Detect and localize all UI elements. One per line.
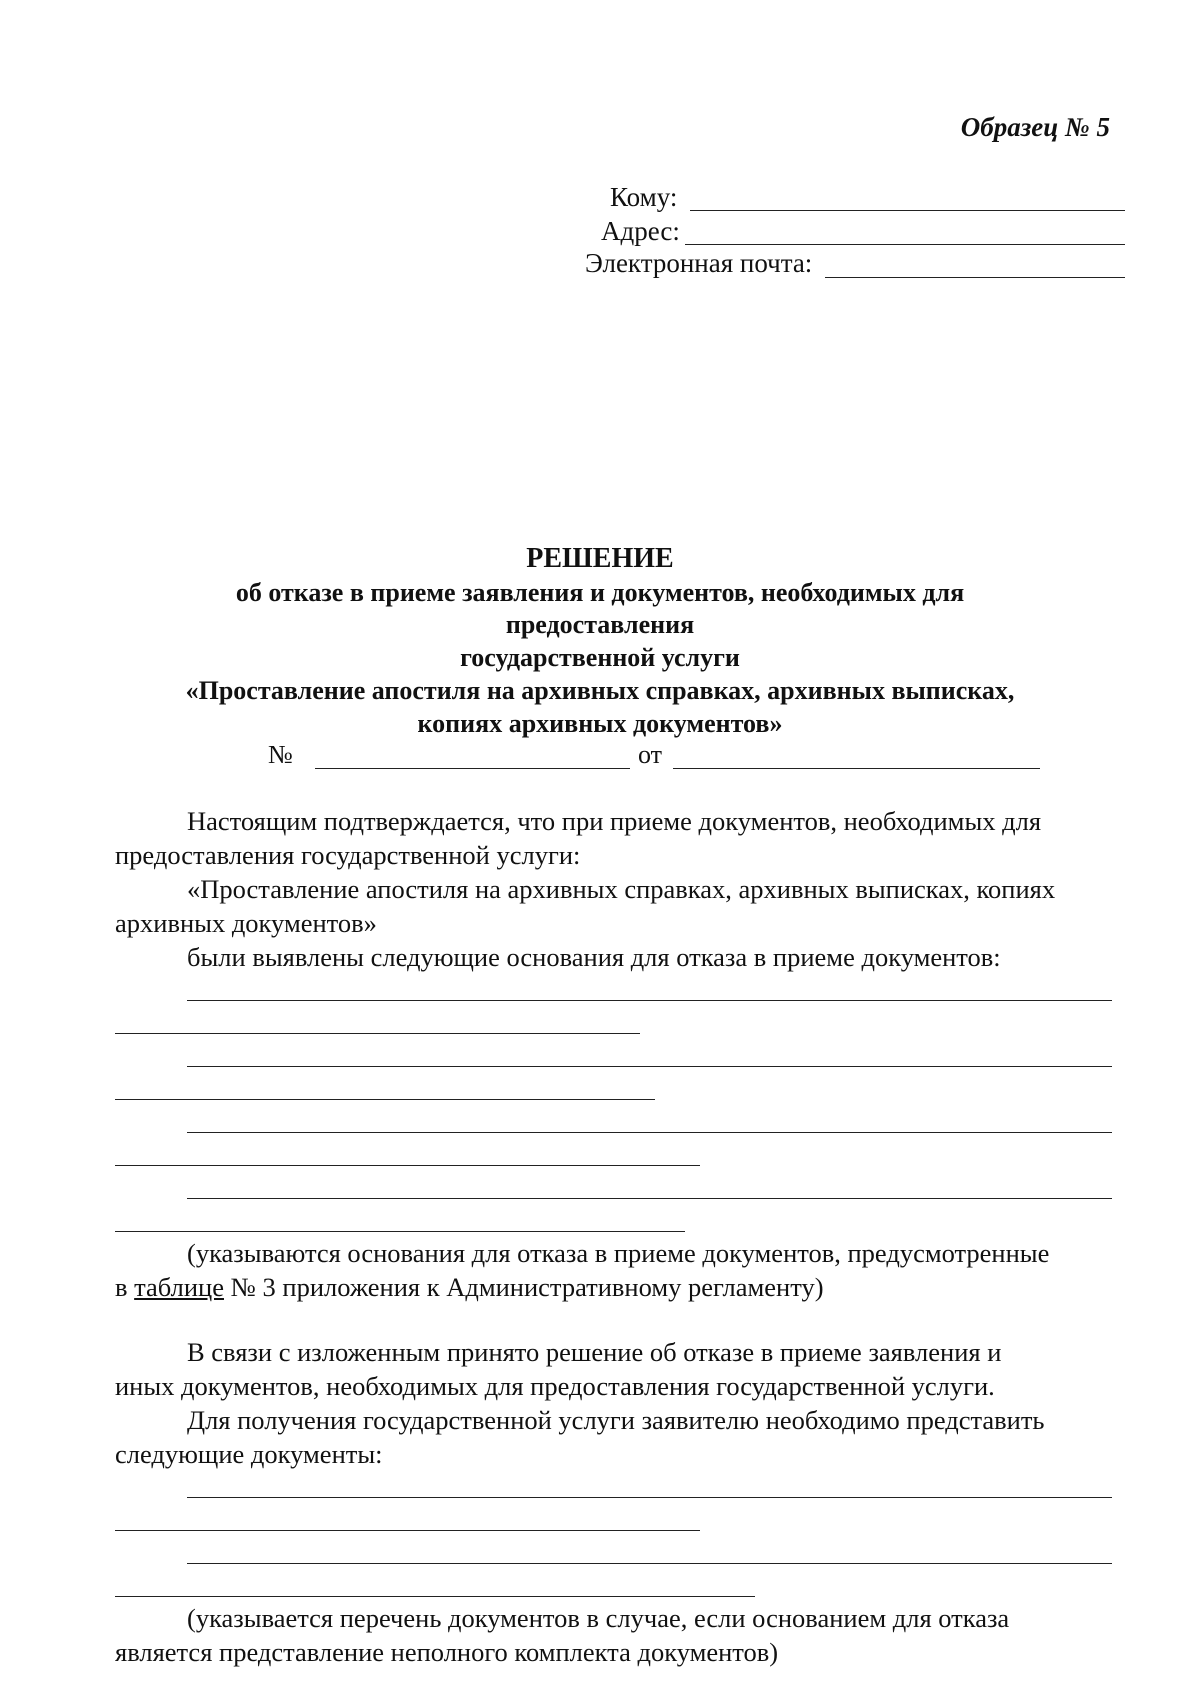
- note-2-line1: (указывается перечень документов в случае, если основанием для отказа: [187, 1603, 1010, 1633]
- note-1-line1: (указываются основания для отказа в приеме документов, предусмотренные: [187, 1238, 1050, 1268]
- reason-line[interactable]: [187, 1198, 1112, 1199]
- title-line-2: предоставления: [505, 610, 695, 639]
- title-line-1: об отказе в приеме заявления и документов, необходимых для: [235, 578, 965, 607]
- body-p1-line2: предоставления государственной услуги:: [115, 840, 581, 870]
- reason-line[interactable]: [115, 1033, 640, 1034]
- address-field[interactable]: [685, 244, 1125, 245]
- to-label: Кому:: [610, 182, 678, 212]
- to-field[interactable]: [690, 210, 1125, 211]
- note-1-line2: [115, 1272, 824, 1303]
- title-line-3: государственной услуги: [460, 643, 740, 672]
- date-label: от: [638, 740, 663, 769]
- documents-line[interactable]: [115, 1530, 700, 1531]
- email-label: Электронная почта:: [585, 248, 813, 278]
- note-1-prefix: в: [115, 1272, 135, 1302]
- note-1-suffix: № 3 приложения к Административному регламенту): [223, 1272, 824, 1302]
- documents-line[interactable]: [115, 1596, 755, 1597]
- title-line-4: «Проставление апостиля на архивных справках, архивных выписках,: [185, 676, 1015, 705]
- title-line-5: копиях архивных документов»: [417, 709, 783, 738]
- body-p5-line1: Для получения государственной услуги заявителю необходимо представить: [187, 1405, 1045, 1435]
- note-2-line2: является представление неполного комплекта документов): [115, 1637, 779, 1667]
- reason-line[interactable]: [187, 1066, 1112, 1067]
- body-p2-line2: архивных документов»: [115, 908, 377, 938]
- reason-line[interactable]: [115, 1165, 700, 1166]
- email-field[interactable]: [825, 277, 1125, 278]
- reason-line[interactable]: [187, 1000, 1112, 1001]
- body-p4-line2: иных документов, необходимых для предоставления государственной услуги.: [115, 1371, 995, 1401]
- table-link[interactable]: таблице: [134, 1272, 224, 1302]
- documents-line[interactable]: [187, 1563, 1112, 1564]
- reason-line[interactable]: [115, 1231, 685, 1232]
- document-title: РЕШЕНИЕ: [526, 543, 674, 574]
- sample-label: Образец № 5: [960, 112, 1110, 142]
- body-p1-line1: Настоящим подтверждается, что при приеме документов, необходимых для: [187, 806, 1042, 836]
- reason-line[interactable]: [115, 1099, 655, 1100]
- reason-line[interactable]: [187, 1132, 1112, 1133]
- body-p2-line1: «Проставление апостиля на архивных справках, архивных выписках, копиях: [187, 874, 1056, 904]
- body-p4-line1: В связи с изложенным принято решение об отказе в приеме заявления и: [187, 1337, 1002, 1367]
- body-p3: были выявлены следующие основания для отказа в приеме документов:: [187, 942, 1001, 972]
- number-field[interactable]: [315, 768, 630, 769]
- documents-line[interactable]: [187, 1497, 1112, 1498]
- body-p5-line2: следующие документы:: [115, 1439, 383, 1469]
- address-label: Адрес:: [601, 216, 680, 246]
- number-label: №: [268, 740, 293, 769]
- date-field[interactable]: [673, 768, 1040, 769]
